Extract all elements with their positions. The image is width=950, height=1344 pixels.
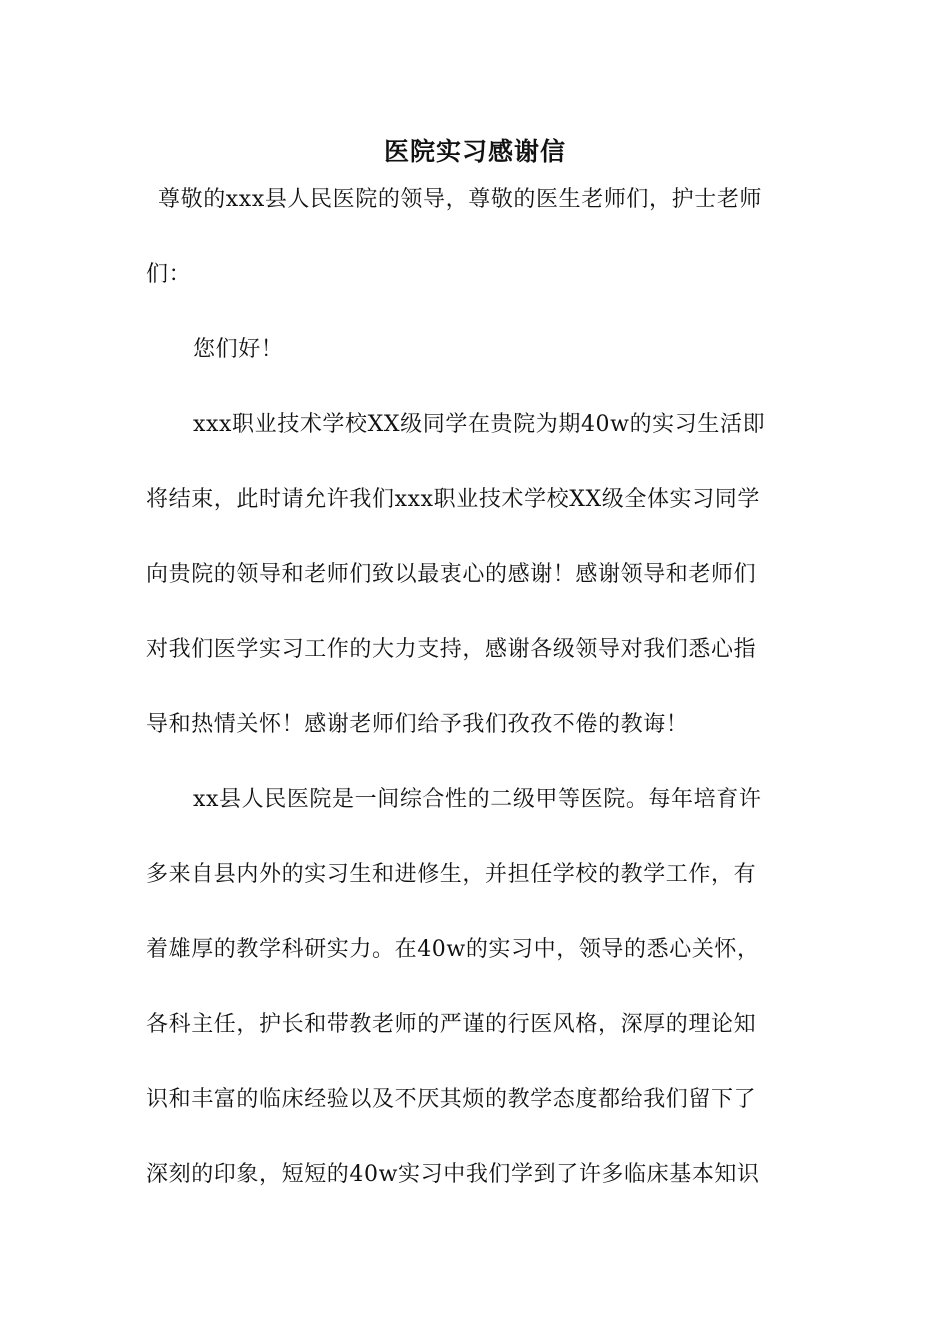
greeting-line: 您们好！ [193, 337, 284, 362]
body-line: 多来自县内外的实习生和进修生，并担任学校的教学工作，有 [146, 862, 757, 887]
body-line: 对我们医学实习工作的大力支持，感谢各级领导对我们悉心指 [146, 637, 757, 662]
body-line: 着雄厚的教学科研实力。在40w的实习中，领导的悉心关怀， [146, 937, 760, 962]
body-line: 导和热情关怀！感谢老师们给予我们孜孜不倦的教诲！ [146, 712, 689, 737]
body-line: xx县人民医院是一间综合性的二级甲等医院。每年培育许 [193, 787, 762, 812]
body-line: 将结束，此时请允许我们xxx职业技术学校XX级全体实习同学 [146, 487, 760, 512]
page-title: 医院实习感谢信 [383, 137, 566, 166]
body-line: 向贵院的领导和老师们致以最衷心的感谢！感谢领导和老师们 [146, 562, 757, 587]
body-line: 深刻的印象，短短的40w实习中我们学到了许多临床基本知识 [146, 1162, 760, 1187]
salutation-line-2: 们： [146, 262, 192, 287]
salutation-line-1: 尊敬的xxx县人民医院的领导，尊敬的医生老师们，护士老师 [158, 187, 763, 212]
body-line: xxx职业技术学校XX级同学在贵院为期40w的实习生活即 [193, 412, 766, 437]
body-line: 识和丰富的临床经验以及不厌其烦的教学态度都给我们留下了 [146, 1087, 757, 1112]
body-line: 各科主任，护长和带教老师的严谨的行医风格，深厚的理论知 [146, 1012, 757, 1037]
